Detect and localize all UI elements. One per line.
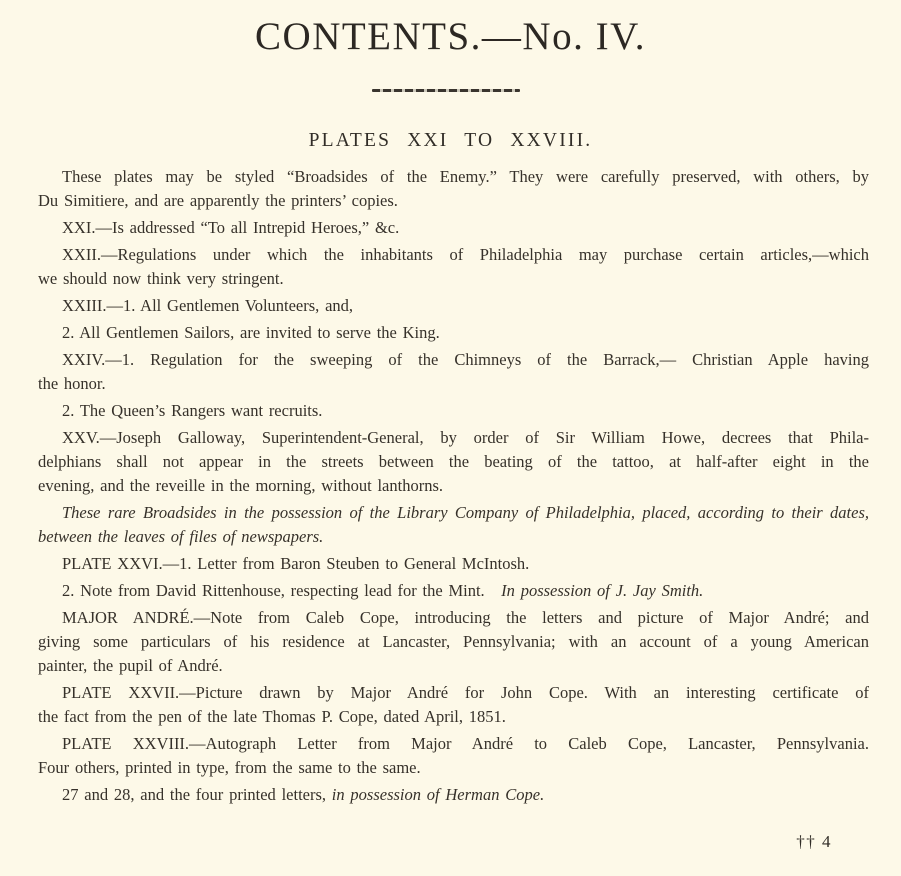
paragraph-plate-xxiii-item-1 — [38, 294, 869, 318]
text-line — [38, 579, 869, 603]
text-segment: giving some particulars of his residence at Lancaster, Pennsylvania; with an account of a young American — [38, 632, 869, 651]
text-line — [38, 630, 869, 654]
text-line — [38, 267, 869, 291]
text-line — [38, 756, 869, 780]
paragraph-plate-xxiv-item-1 — [38, 348, 869, 396]
text-segment: These plates may be styled “Broadsides of the Enemy.” They were carefully preserved, with others, by — [62, 167, 869, 186]
paragraph-plate-xxi — [38, 216, 869, 240]
contents-body — [38, 165, 869, 807]
text-line — [38, 189, 869, 213]
text-line — [38, 606, 869, 630]
signature-mark: †† 4 — [796, 832, 832, 851]
paragraph-plate-xxiv-item-2 — [38, 399, 869, 423]
text-segment: XXV.—Joseph Galloway, Superintendent-General, by order of Sir William Howe, decrees that Phila- — [62, 428, 869, 447]
text-segment: painter, the pupil of André. — [38, 656, 223, 675]
text-line — [38, 294, 869, 318]
text-line — [38, 165, 869, 189]
paragraph-plate-xxiii-item-2 — [38, 321, 869, 345]
text-segment: evening, and the reveille in the morning, without lanthorns. — [38, 476, 443, 495]
text-segment: These rare Broadsides in the possession of the Library Company of Philadelphia, placed, according to their dates, — [62, 503, 869, 522]
text-segment: delphians shall not appear in the streets between the beating of the tattoo, at half-after eight in the — [38, 452, 869, 471]
paragraph-plate-xxvi-item-2 — [38, 579, 869, 603]
divider-rule — [372, 89, 520, 92]
text-segment: PLATE XXVI.—1. Letter from Baron Steuben to General McIntosh. — [62, 554, 530, 573]
page-title: CONTENTS.—No. IV. — [255, 15, 646, 58]
text-segment: Du Simitiere, and are apparently the printers’ copies. — [38, 191, 398, 210]
paragraph-possession-note — [38, 783, 869, 807]
paragraph-broadsides-provenance-note — [38, 501, 869, 549]
paragraph-plate-xxviii — [38, 732, 869, 780]
text-segment: XXII.—Regulations under which the inhabitants of Philadelphia may purchase certain articles,—which — [62, 245, 869, 264]
text-segment: 2. The Queen’s Rangers want recruits. — [62, 401, 323, 420]
text-segment: XXIV.—1. Regulation for the sweeping of the Chimneys of the Barrack,— Christian Apple having — [62, 350, 869, 369]
paragraph-plate-xxvi-item-1 — [38, 552, 869, 576]
text-line — [38, 705, 869, 729]
text-segment: PLATE XXVII.—Picture drawn by Major André for John Cope. With an interesting certificate of — [62, 683, 869, 702]
text-segment: MAJOR ANDRÉ.—Note from Caleb Cope, introducing the letters and picture of Major André; and — [62, 608, 869, 627]
text-segment: 27 and 28, and the four printed letters, — [62, 785, 332, 804]
text-segment: XXI.—Is addressed “To all Intrepid Heroes,” &c. — [62, 218, 400, 237]
text-line — [38, 372, 869, 396]
text-segment: the honor. — [38, 374, 106, 393]
text-line — [38, 552, 869, 576]
paragraph-plate-xxv — [38, 426, 869, 498]
text-line — [38, 525, 869, 549]
text-line — [38, 474, 869, 498]
paragraph-intro — [38, 165, 869, 213]
text-segment: 2. All Gentlemen Sailors, are invited to serve the King. — [62, 323, 440, 342]
text-line — [38, 321, 869, 345]
text-segment: Four others, printed in type, from the same to the same. — [38, 758, 421, 777]
text-segment: we should now think very stringent. — [38, 269, 284, 288]
text-line — [38, 243, 869, 267]
text-segment: 2. Note from David Rittenhouse, respecting lead for the Mint. — [62, 581, 485, 600]
text-line — [38, 783, 869, 807]
text-segment: PLATE XXVIII.—Autograph Letter from Major André to Caleb Cope, Lancaster, Pennsylvania. — [62, 734, 869, 753]
text-line — [38, 399, 869, 423]
text-segment: the fact from the pen of the late Thomas P. Cope, dated April, 1851. — [38, 707, 506, 726]
paragraph-plate-xxvii — [38, 681, 869, 729]
italic-text-segment: In possession of J. Jay Smith. — [484, 581, 704, 600]
section-heading: PLATES XXI TO XXVIII. — [308, 130, 593, 151]
text-segment: XXIII.—1. All Gentlemen Volunteers, and, — [62, 296, 354, 315]
text-line — [38, 216, 869, 240]
paragraph-major-andre — [38, 606, 869, 678]
text-segment: between the leaves of files of newspapers. — [38, 527, 324, 546]
paragraph-plate-xxii — [38, 243, 869, 291]
text-line — [38, 654, 869, 678]
text-line — [38, 426, 869, 450]
text-line — [38, 681, 869, 705]
italic-text-segment: in possession of Herman Cope. — [331, 785, 545, 804]
text-line — [38, 450, 869, 474]
text-line — [38, 501, 869, 525]
text-line — [38, 732, 869, 756]
text-line — [38, 348, 869, 372]
